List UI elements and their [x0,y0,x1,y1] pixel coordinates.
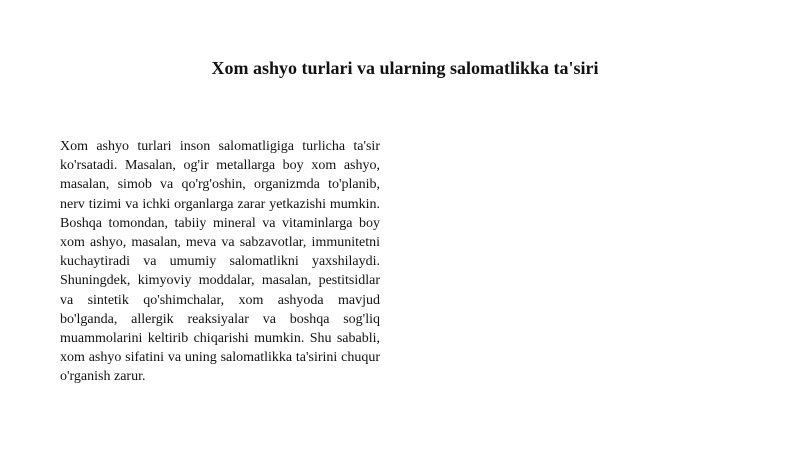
body-paragraph: Xom ashyo turlari inson salomatligiga turlicha ta'sir ko'rsatadi. Masalan, og'ir metallarga boy xom ashyo, masalan, simob va qo'rg'oshin, organizmda to'planib, nerv tizimi va ichki organlarga zarar yetkazishi mumkin. Boshqa tomondan, tabiiy mineral va vitaminlarga boy xom ashyo, masalan, meva va sabzavotlar, immunitetni kuchaytiradi va umumiy salomatlikni yaxshilaydi. Shuningdek, kimyoviy moddalar, masalan, pestitsidlar va sintetik qo'shimchalar, xom ashyoda mavjud bo'lganda, allergik reaksiyalar va boshqa sog'liq muammolarini keltirib chiqarishi mumkin. Shu sababli, xom ashyo sifatini va uning salomatlikka ta'sirini chuqur o'rganish zarur. [60,139,380,385]
page-title: Xom ashyo turlari va ularning salomatlikka ta'siri [211,58,599,78]
